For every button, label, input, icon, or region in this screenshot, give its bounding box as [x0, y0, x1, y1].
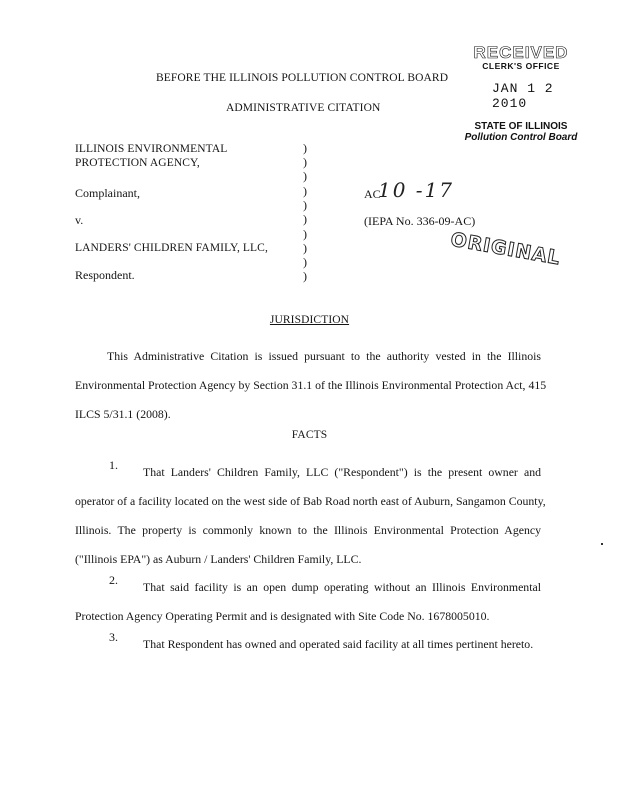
jurisdiction-line: ILCS 5/31.1 (2008).: [75, 407, 171, 421]
facts-heading: FACTS: [291, 429, 328, 441]
respondent-role: Respondent.: [75, 268, 135, 282]
document-title: ADMINISTRATIVE CITATION: [226, 102, 381, 114]
scan-speck: [601, 543, 603, 545]
stamp-date: JAN 1 2 2010: [492, 81, 554, 111]
stamp-state: STATE OF ILLINOIS: [474, 121, 568, 132]
complainant-name-line2: PROTECTION AGENCY,: [75, 157, 200, 169]
jurisdiction-paragraph: [75, 342, 547, 429]
fact-line: That Landers' Children Family, LLC ("Respondent") is the present owner and: [143, 465, 541, 479]
board-heading: BEFORE THE ILLINOIS POLLUTION CONTROL BOARD: [156, 72, 449, 84]
complainant-name-line1: ILLINOIS ENVIRONMENTAL: [75, 143, 228, 155]
fact-paragraph-2: [75, 573, 541, 631]
fact-line: Protection Agency Operating Permit and is designated with Site Code No. 1678005010.: [75, 609, 490, 623]
fact-line: That said facility is an open dump operating without an Illinois Environmental: [143, 580, 541, 594]
original-stamp: ORIGINAL: [448, 228, 563, 270]
fact-line: That Respondent has owned and operated said facility at all times pertinent hereto.: [143, 637, 534, 651]
fact-number: 1.: [109, 458, 118, 472]
fact-number: 2.: [109, 573, 118, 587]
jurisdiction-heading: JURISDICTION: [269, 314, 350, 326]
complainant-role: Complainant,: [75, 186, 140, 200]
stamp-board: Pollution Control Board: [464, 132, 578, 143]
fact-line: operator of a facility located on the west side of Bab Road north east of Auburn, Sangamon County,: [75, 494, 546, 508]
iepa-number: (IEPA No. 336-09-AC): [364, 214, 476, 228]
fact-line: Illinois. The property is commonly known to the Illinois Environmental Protection Agency: [75, 523, 541, 537]
document-page: RECEIVED CLERK'S OFFICE JAN 1 2 2010 STATE OF ILLINOIS Pollution Control Board BEFORE THE ILLINOIS POLLUTION CONTROL BOARD ADMINISTRATIVE CITATION ILLINOIS ENVIRONMENTAL PROTECTION AGENCY, Complainant, v. LANDERS' CHILDREN FAMILY, LLC, Respondent. ) ) ) ) ) ) ) ) ) ) AC 10 -17 (IEPA No. 336-09-AC) ORIGINAL JURISDICTION This Administrative Citation is issued pursuant to the authority vested in the Illinois Environmental Protection Agency by Section 31.1 of the Illinois Environmental Protection Act, 415 ILCS 5/31.1 (2008). FACTS 1. That Landers' Children Family, LLC ("Respondent") is the present owner and operator of a facility located on the west side of Bab Road north east of Auburn, Sangamon County, Illinois. The property is commonly known to the Illinois Environmental Protection Agency ("Illinois EPA") as Auburn / Landers' Children Family, LLC. 2. That said facility is an open dump operating without an Illinois Environmental Protection Agency Operating Permit and is designated with Site Code No. 1678005010. 3. That Respondent has owned and operated said facility at all times pertinent hereto.: [0, 0, 619, 800]
stamp-clerk-office: CLERK'S OFFICE: [482, 61, 560, 71]
fact-line: ("Illinois EPA") as Auburn / Landers' Children Family, LLC.: [75, 552, 362, 566]
versus: v.: [75, 213, 84, 227]
stamp-received: RECEIVED: [473, 43, 569, 62]
fact-paragraph-3: [75, 630, 541, 659]
received-stamp: [462, 44, 580, 143]
jurisdiction-line: Environmental Protection Agency by Section 31.1 of the Illinois Environmental Protection Act, 415: [75, 378, 547, 392]
fact-paragraph-1: [75, 458, 546, 574]
fact-number: 3.: [109, 630, 118, 644]
jurisdiction-line: This Administrative Citation is issued pursuant to the authority vested in the Illinois: [107, 349, 541, 363]
respondent-name: LANDERS' CHILDREN FAMILY, LLC,: [75, 242, 268, 254]
ac-number-handwritten: 10 -17: [378, 178, 455, 202]
ac-label: AC: [364, 187, 381, 201]
